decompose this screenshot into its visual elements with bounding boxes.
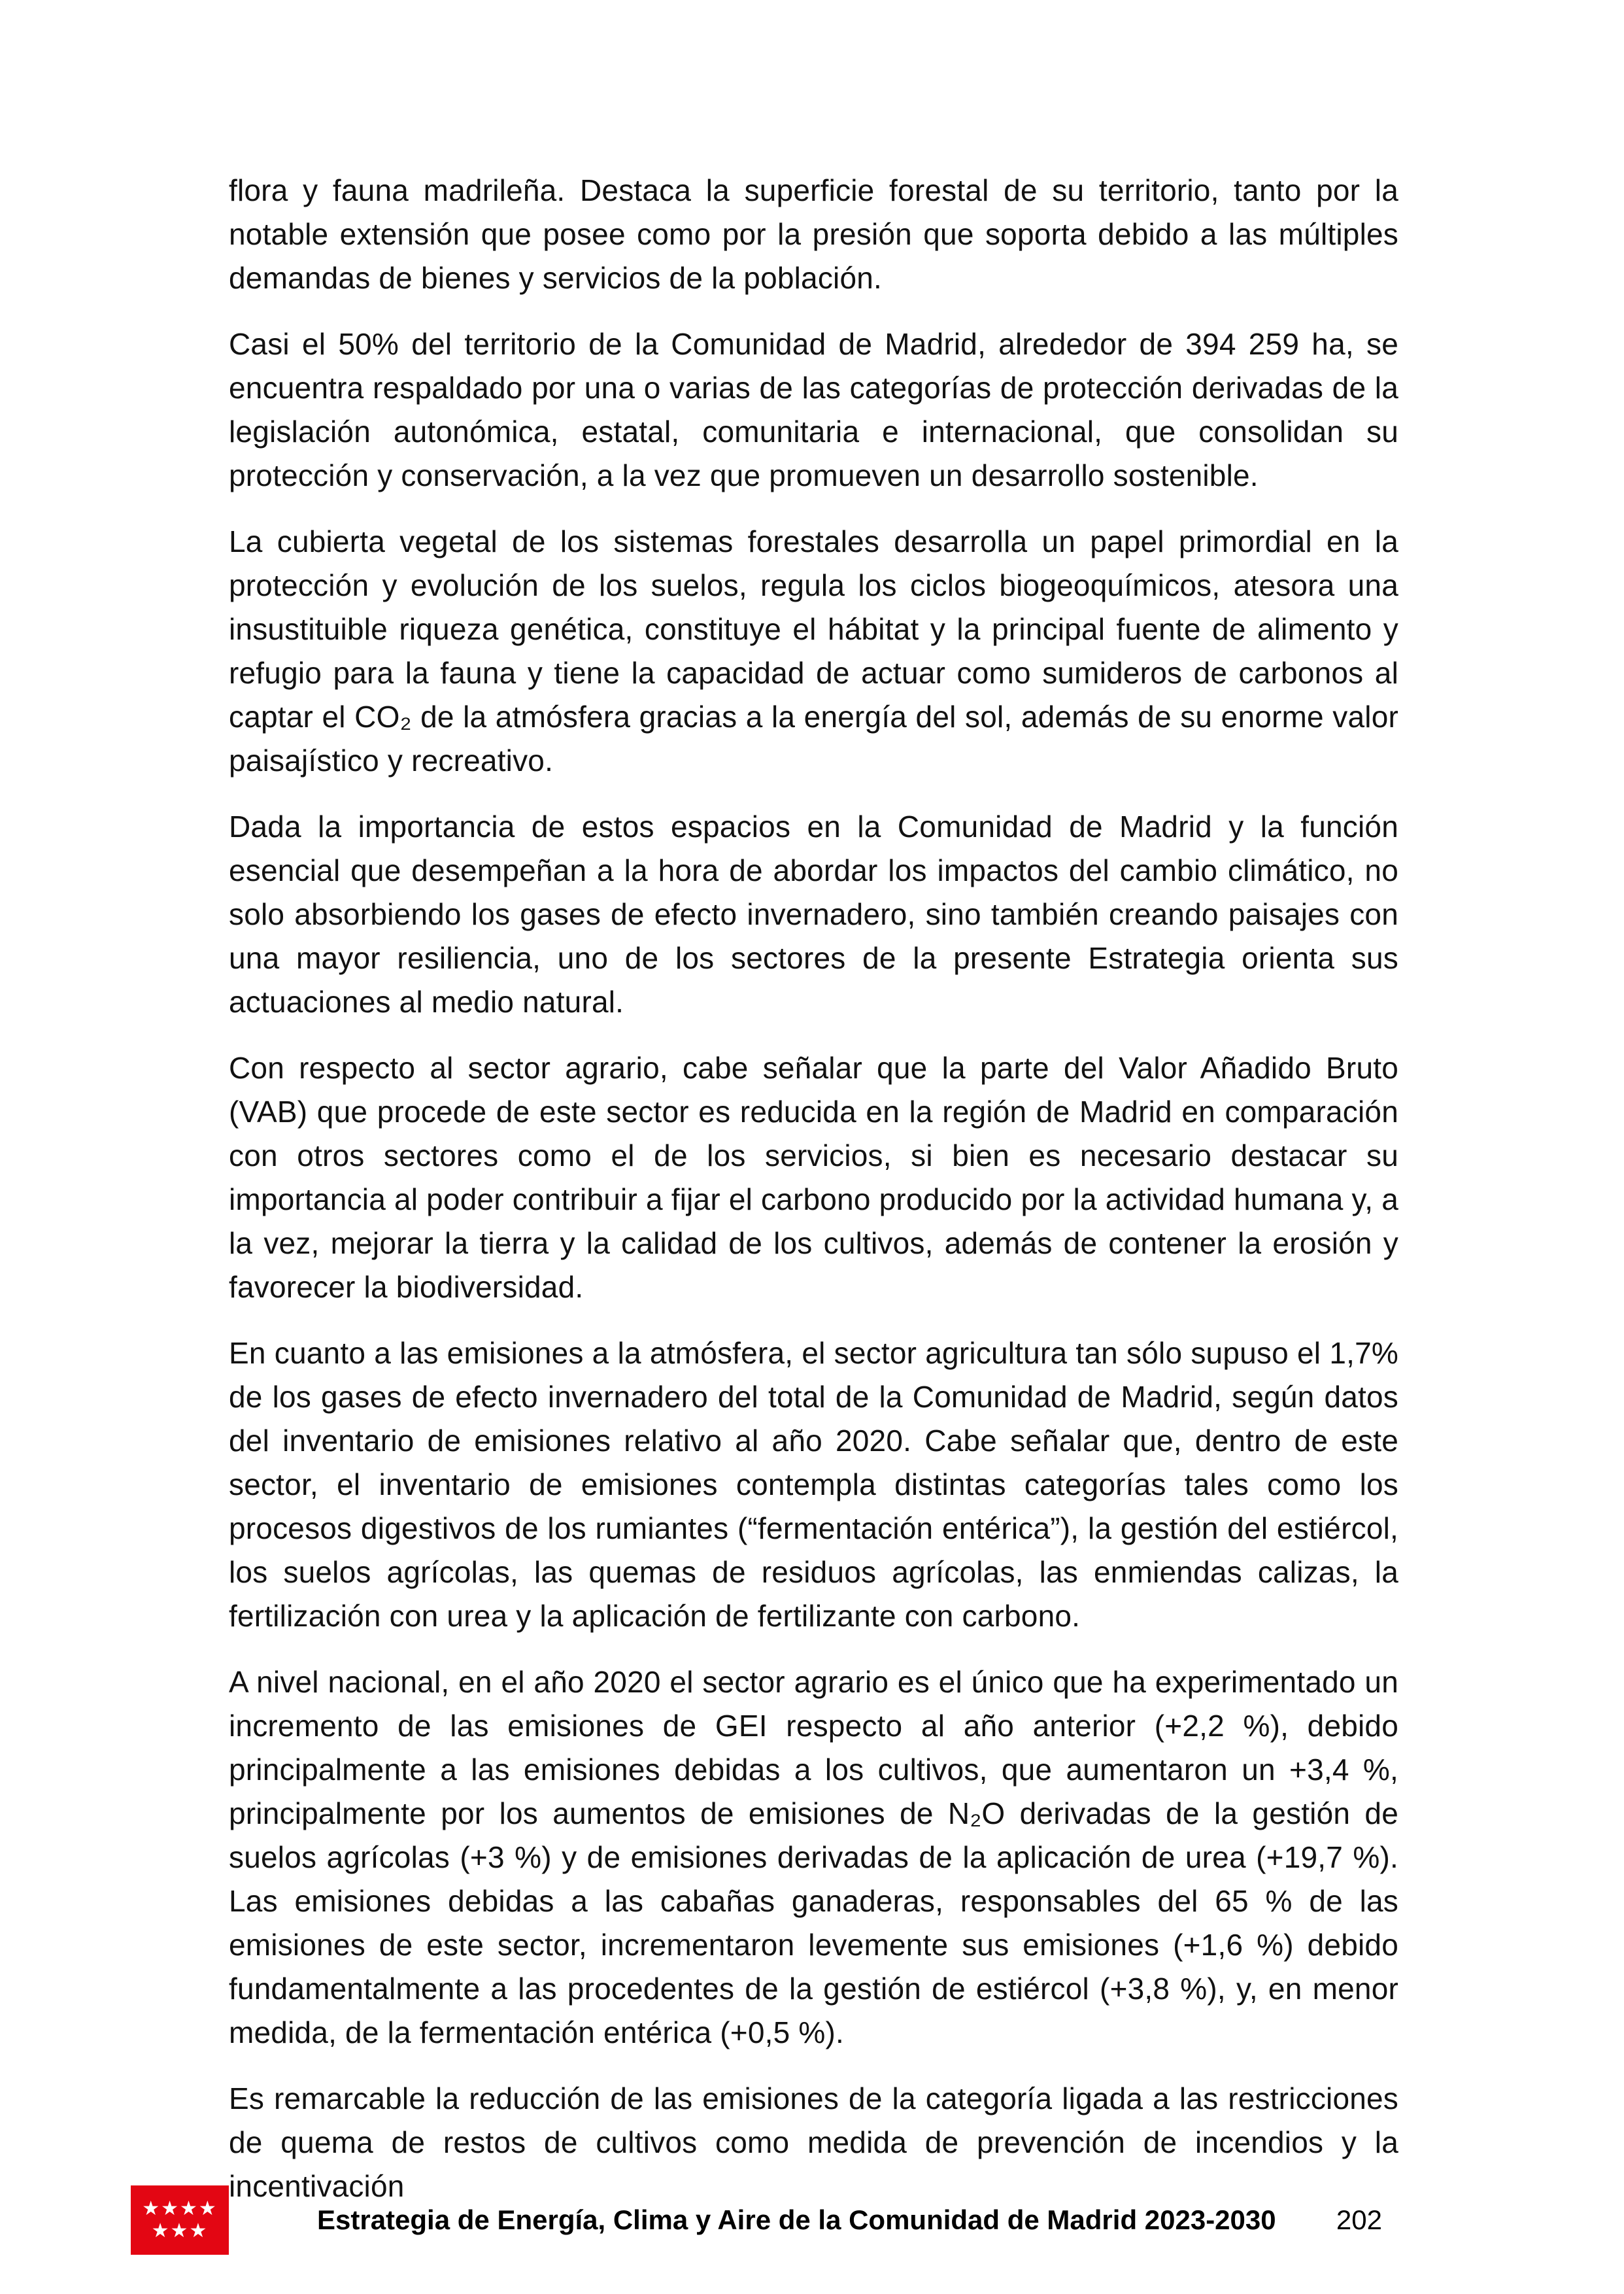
paragraph: Es remarcable la reducción de las emisiones de la categoría ligada a las restricciones de quema de restos de cultivos como medida de prevención de incendios y la incentivación <box>229 2081 1398 2203</box>
madrid-flag-stars-icon: ★★★★ <box>142 2198 218 2219</box>
paragraph: La cubierta vegetal de los sistemas forestales desarrolla un papel primordial en la protección y evolución de los suelos, regula los ciclos biogeoquímicos, atesora una insustituible riqueza genética, constituye el hábitat y la principal fuente de alimento y refugio para la fauna y tiene la capacidad de actuar como sumideros de carbonos al captar el CO₂ de la atmósfera gracias a la energía del sol, además de su enorme valor paisajístico y recreativo. <box>229 524 1398 778</box>
paragraph: Casi el 50% del territorio de la Comunidad de Madrid, alrededor de 394 259 ha, se encuentra respaldado por una o varias de las categorías de protección derivadas de la legislación autonómica, estatal, comunitaria e internacional, que consolidan su protección y conservación, a la vez que promueven un desarrollo sostenible. <box>229 327 1398 492</box>
comunidad-de-madrid-logo <box>131 2185 229 2255</box>
madrid-flag-stars-icon: ★★★ <box>151 2220 209 2242</box>
paragraph: flora y fauna madrileña. Destaca la superficie forestal de su territorio, tanto por la notable extensión que posee como por la presión que soporta debido a las múltiples demandas de bienes y servicios de la población. <box>229 173 1398 295</box>
paragraph: Con respecto al sector agrario, cabe señalar que la parte del Valor Añadido Bruto (VAB) que procede de este sector es reducida en la región de Madrid en comparación con otros sectores como el de los servicios, si bien es necesario destacar su importancia al poder contribuir a fijar el carbono producido por la actividad humana y, a la vez, mejorar la tierra y la calidad de los cultivos, además de contener la erosión y favorecer la biodiversidad. <box>229 1051 1398 1304</box>
paragraph: En cuanto a las emisiones a la atmósfera, el sector agricultura tan sólo supuso el 1,7% de los gases de efecto invernadero del total de la Comunidad de Madrid, según datos del inventario de emisiones relativo al año 2020. Cabe señalar que, dentro de este sector, el inventario de emisiones contempla distintas categorías tales como los procesos digestivos de los rumiantes (“fermentación entérica”), la gestión del estiércol, los suelos agrícolas, las quemas de residuos agrícolas, las enmiendas calizas, la fertilización con urea y la aplicación de fertilizante con carbono. <box>229 1336 1398 1633</box>
paragraph: A nivel nacional, en el año 2020 el sector agrario es el único que ha experimentado un incremento de las emisiones de GEI respecto al año anterior (+2,2 %), debido principalmente a las emisiones debidas a los cultivos, que aumentaron un +3,4 %, principalmente por los aumentos de emisiones de N₂O derivadas de la gestión de suelos agrícolas (+3 %) y de emisiones derivadas de la aplicación de urea (+19,7 %). Las emisiones debidas a las cabañas ganaderas, responsables del 65 % de las emisiones de este sector, incrementaron levemente sus emisiones (+1,6 %) debido fundamentalmente a las procedentes de la gestión de estiércol (+3,8 %), y, en menor medida, de la fermentación entérica (+0,5 %). <box>229 1665 1398 2049</box>
footer-document-title: Estrategia de Energía, Clima y Aire de la Comunidad de Madrid 2023-2030 <box>317 2204 1276 2235</box>
paragraph: Dada la importancia de estos espacios en la Comunidad de Madrid y la función esencial que desempeñan a la hora de abordar los impactos del cambio climático, no solo absorbiendo los gases de efecto invernadero, sino también creando paisajes con una mayor resiliencia, uno de los sectores de la presente Estrategia orienta sus actuaciones al medio natural. <box>229 810 1398 1019</box>
document-body <box>229 169 1398 2231</box>
page-number: 202 <box>1336 2204 1382 2235</box>
page-footer <box>131 2178 1382 2263</box>
